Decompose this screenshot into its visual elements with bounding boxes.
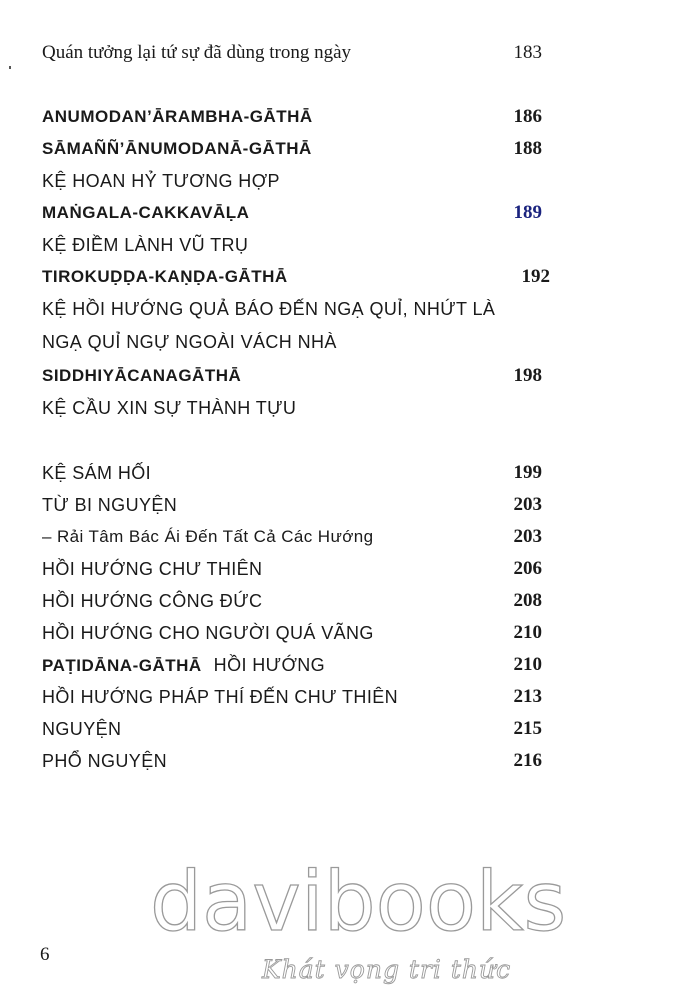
toc-entry	[42, 650, 542, 680]
toc-entry	[42, 102, 542, 132]
toc-title: KỆ HỒI HƯỚNG QUẢ BÁO ĐẾN NGẠ QUỈ, NHỨT LÀ	[42, 298, 496, 319]
toc-title: PHỔ NGUYỆN	[42, 750, 168, 771]
page-number: 6	[40, 944, 50, 965]
toc-entry	[42, 262, 550, 292]
toc-page: 208	[513, 590, 542, 611]
toc-title: Quán tưởng lại tứ sự đã dùng trong ngày	[42, 42, 352, 63]
toc-entry	[42, 490, 542, 520]
toc-entry	[42, 327, 542, 357]
toc-page: 216	[513, 750, 542, 771]
toc-entry	[42, 166, 542, 196]
toc-page: 183	[513, 42, 542, 63]
toc-entry	[42, 230, 542, 260]
toc-title: ANUMODAN’ĀRAMBHA-GĀTHĀ	[42, 107, 313, 126]
toc-title: PAṬIDĀNA-GĀTHĀ	[42, 655, 202, 675]
toc-title: HỒI HƯỚNG CÔNG ĐỨC	[42, 590, 263, 611]
toc-title-group	[42, 655, 325, 676]
toc-entry	[42, 198, 542, 228]
toc-title: – Rải Tâm Bác Ái Đến Tất Cả Các Hướng	[42, 527, 374, 546]
toc-entry	[42, 134, 542, 164]
toc-page: 210	[513, 622, 542, 643]
toc-entry	[42, 38, 542, 68]
toc-title: HỒI HƯỚNG CHO NGƯỜI QUÁ VÃNG	[42, 622, 374, 643]
toc-title: TỪ BI NGUYỆN	[42, 494, 178, 515]
toc-entry	[42, 458, 542, 488]
toc-entry	[42, 618, 542, 648]
toc-title: SIDDHIYĀCANAGĀTHĀ	[42, 366, 242, 385]
toc-entry	[42, 554, 542, 584]
watermark-tagline: Khát vọng tri thức	[262, 955, 512, 984]
toc-title: TIROKUḌḌA-KAṆḌA-GĀTHĀ	[42, 267, 288, 286]
toc-title: HỒI HƯỚNG PHÁP THÍ ĐẾN CHƯ THIÊN	[42, 686, 399, 707]
watermark-brand: davibooks	[150, 855, 567, 950]
toc-title: KỆ HOAN HỶ TƯƠNG HỢP	[42, 170, 280, 191]
toc-page: 206	[513, 558, 542, 579]
toc-title: HỒI HƯỚNG CHƯ THIÊN	[42, 558, 263, 579]
toc-page: 198	[513, 365, 542, 386]
toc-entry	[42, 586, 542, 616]
scan-speck	[9, 66, 11, 69]
toc-page: 215	[513, 718, 542, 739]
toc-entry	[42, 294, 542, 324]
toc-entry	[42, 393, 542, 423]
toc-title: NGẠ QUỈ NGỰ NGOÀI VÁCH NHÀ	[42, 331, 337, 352]
toc-entry	[42, 746, 542, 776]
toc-page: 203	[513, 494, 542, 515]
toc-page: 188	[513, 138, 542, 159]
toc-title: KỆ SÁM HỐI	[42, 462, 152, 483]
toc-entry	[42, 361, 542, 391]
toc-page: 203	[513, 526, 542, 547]
toc-title: KỆ ĐIỀM LÀNH VŨ TRỤ	[42, 234, 249, 255]
toc-page: 199	[513, 462, 542, 483]
toc-entry	[42, 682, 542, 712]
toc-page: 210	[513, 654, 542, 675]
toc-title: MAṄGALA-CAKKAVĀḶA	[42, 203, 250, 222]
toc-page: 213	[513, 686, 542, 707]
toc-title: SĀMAÑÑ’ĀNUMODANĀ-GĀTHĀ	[42, 139, 312, 158]
toc-title-suffix: HỒI HƯỚNG	[213, 654, 326, 675]
toc-title: NGUYỆN	[42, 718, 122, 739]
toc-title: KỆ CẦU XIN SỰ THÀNH TỰU	[42, 397, 297, 418]
toc-page: 189	[513, 202, 542, 223]
toc-page: 192	[521, 266, 550, 287]
toc-page: 186	[513, 106, 542, 127]
toc-entry	[42, 714, 542, 744]
toc-entry	[42, 522, 542, 552]
